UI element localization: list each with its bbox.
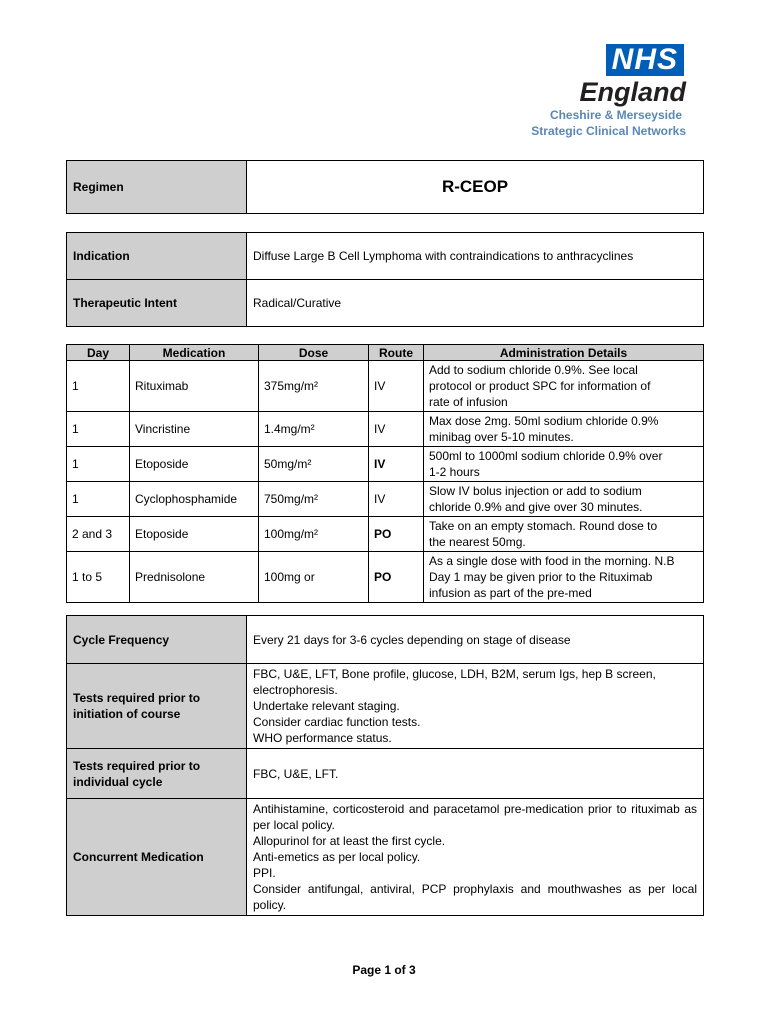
header-route: Route — [369, 345, 424, 361]
admin-details-line: 1-2 hours — [429, 465, 480, 479]
day-cell: 1 — [67, 361, 130, 412]
tests-course-line: WHO performance status. — [253, 731, 392, 745]
tests-course-value — [247, 664, 704, 749]
medication-table — [66, 344, 704, 603]
medication-row — [67, 361, 704, 412]
day-cell: 2 and 3 — [67, 517, 130, 552]
concurrent-line: Anti-emetics as per local policy. — [253, 850, 421, 864]
dose-cell: 50mg/m² — [259, 447, 369, 482]
tests-course-line: FBC, U&E, LFT, Bone profile, glucose, LDH, B2M, serum Igs, hep B screen, — [253, 667, 656, 681]
intent-value: Radical/Curative — [247, 280, 704, 327]
day-cell: 1 — [67, 447, 130, 482]
tests-course-line: Undertake relevant staging. — [253, 699, 400, 713]
header-day: Day — [67, 345, 130, 361]
medication-row — [67, 447, 704, 482]
medication-cell: Vincristine — [130, 412, 259, 447]
nhs-region: England — [579, 77, 686, 107]
admin-details-cell — [424, 517, 704, 552]
nhs-logo-box: NHS — [606, 44, 684, 76]
medication-cell: Etoposide — [130, 517, 259, 552]
admin-details-line: chloride 0.9% and give over 30 minutes. — [429, 500, 643, 514]
route-cell: IV — [369, 447, 424, 482]
tests-course-label: Tests required prior to initiation of course — [67, 664, 247, 749]
admin-details-line: 500ml to 1000ml sodium chloride 0.9% over — [429, 449, 663, 463]
medication-row — [67, 482, 704, 517]
admin-details-line: rate of infusion — [429, 395, 508, 409]
admin-details-line: Slow IV bolus injection or add to sodium — [429, 484, 642, 498]
admin-details-cell — [424, 361, 704, 412]
admin-details-line: As a single dose with food in the morning. N.B — [429, 554, 675, 568]
header-medication: Medication — [130, 345, 259, 361]
admin-details-line: protocol or product SPC for information of — [429, 379, 651, 393]
medication-row — [67, 552, 704, 603]
page-number: Page 1 of 3 — [352, 963, 416, 977]
day-cell: 1 — [67, 482, 130, 517]
header-dose: Dose — [259, 345, 369, 361]
dose-cell: 100mg/m² — [259, 517, 369, 552]
tests-cycle-label: Tests required prior to individual cycle — [67, 749, 247, 799]
admin-details-cell — [424, 552, 704, 603]
medication-body — [67, 361, 704, 603]
dose-cell: 1.4mg/m² — [259, 412, 369, 447]
admin-details-line: Add to sodium chloride 0.9%. See local — [429, 363, 638, 377]
concurrent-line: Allopurinol for at least the first cycle. — [253, 834, 446, 848]
medication-row — [67, 412, 704, 447]
medication-cell: Prednisolone — [130, 552, 259, 603]
route-cell: IV — [369, 482, 424, 517]
admin-details-line: Day 1 may be given prior to the Rituximab — [429, 570, 653, 584]
route-cell: IV — [369, 412, 424, 447]
admin-details-line: Max dose 2mg. 50ml sodium chloride 0.9% — [429, 414, 659, 428]
route-cell: PO — [369, 517, 424, 552]
dose-cell: 375mg/m² — [259, 361, 369, 412]
day-cell: 1 — [67, 412, 130, 447]
route-cell: IV — [369, 361, 424, 412]
cycle-table — [66, 615, 704, 916]
admin-details-line: minibag over 5-10 minutes. — [429, 430, 574, 444]
dose-cell: 100mg or — [259, 552, 369, 603]
indication-label: Indication — [67, 233, 247, 280]
concurrent-line: PPI. — [253, 866, 276, 880]
concurrent-line: Antihistamine, corticosteroid and paracetamol pre-medication prior to rituximab as per local policy. — [253, 802, 697, 832]
medication-header-row — [67, 345, 704, 361]
cycle-frequency-value: Every 21 days for 3-6 cycles depending on stage of disease — [247, 616, 704, 664]
nhs-subtitle-1: Cheshire & Merseyside — [549, 108, 682, 122]
admin-details-line: the nearest 50mg. — [429, 535, 526, 549]
day-cell: 1 to 5 — [67, 552, 130, 603]
regimen-label: Regimen — [67, 161, 247, 214]
regimen-table — [66, 160, 704, 214]
regimen-value: R-CEOP — [247, 161, 704, 214]
concurrent-line: Consider antifungal, antiviral, PCP prophylaxis and mouthwashes as per local policy. — [253, 882, 697, 912]
route-cell: PO — [369, 552, 424, 603]
indication-value: Diffuse Large B Cell Lymphoma with contraindications to anthracyclines — [247, 233, 704, 280]
medication-cell: Cyclophosphamide — [130, 482, 259, 517]
admin-details-cell — [424, 412, 704, 447]
admin-details-cell — [424, 447, 704, 482]
admin-details-line: Take on an empty stomach. Round dose to — [429, 519, 658, 533]
dose-cell: 750mg/m² — [259, 482, 369, 517]
medication-row — [67, 517, 704, 552]
tests-course-line: Consider cardiac function tests. — [253, 715, 421, 729]
tests-course-line: electrophoresis. — [253, 683, 338, 697]
medication-cell: Etoposide — [130, 447, 259, 482]
concurrent-medication-value — [247, 799, 704, 916]
cycle-frequency-label: Cycle Frequency — [67, 616, 247, 664]
admin-details-cell — [424, 482, 704, 517]
admin-details-line: infusion as part of the pre-med — [429, 586, 592, 600]
medication-cell: Rituximab — [130, 361, 259, 412]
intent-label: Therapeutic Intent — [67, 280, 247, 327]
header-admin-details: Administration Details — [424, 345, 704, 361]
concurrent-medication-label: Concurrent Medication — [67, 799, 247, 916]
tests-cycle-value: FBC, U&E, LFT. — [247, 749, 704, 799]
nhs-subtitle-2: Strategic Clinical Networks — [531, 124, 686, 138]
nhs-logo — [486, 44, 686, 139]
indication-table — [66, 232, 704, 327]
